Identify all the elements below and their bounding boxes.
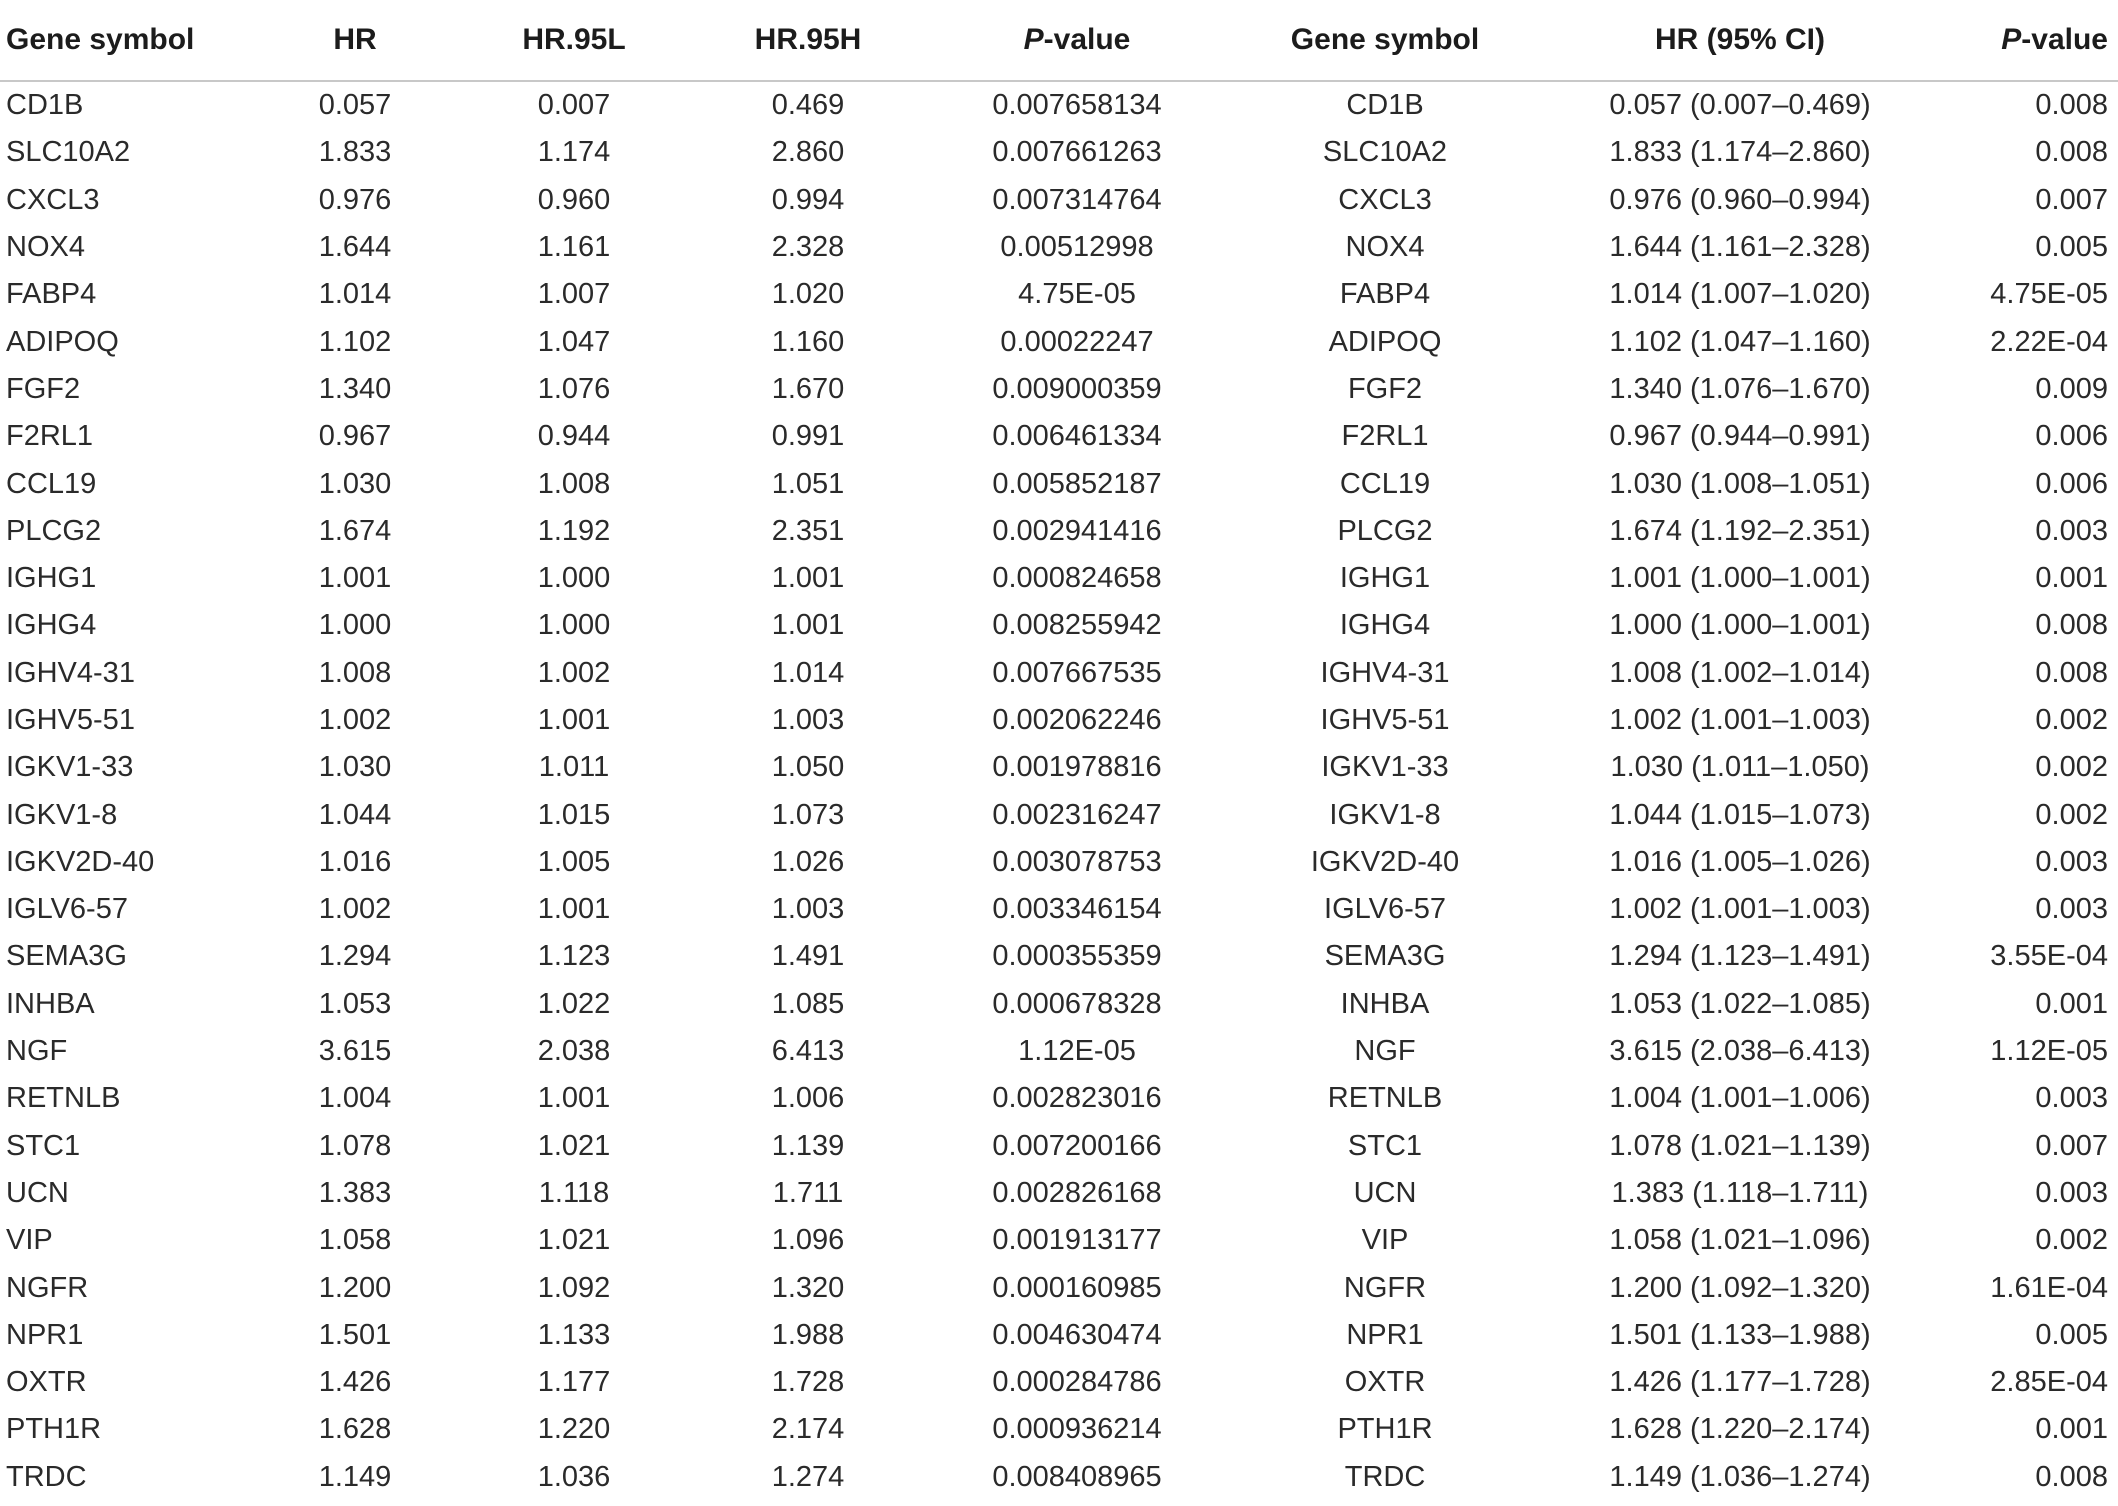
cell-hr: 1.008 [318,656,392,689]
cell-p-value: 0.000824658 [992,562,1162,595]
cell-p-value-2: 0.003 [2035,514,2108,547]
cell-hr-ci: 1.078 (1.021–1.139) [1609,1129,1871,1162]
cell-hr95h: 1.491 [771,940,845,973]
cell-p-value-2: 0.007 [2035,1129,2108,1162]
cell-hr: 1.053 [318,987,392,1020]
cell-gene-symbol: ADIPOQ [6,325,119,358]
cell-hr: 0.057 [318,89,392,122]
cell-gene-symbol-2: CXCL3 [1338,183,1432,216]
cell-p-value: 0.000160985 [992,1271,1162,1304]
cell-gene-symbol-2: SLC10A2 [1322,136,1448,169]
cell-hr-ci: 3.615 (2.038–6.413) [1609,1035,1871,1068]
cell-hr95h: 1.014 [771,656,845,689]
cell-gene-symbol-2: RETNLB [1327,1082,1443,1115]
cell-hr-ci: 1.030 (1.008–1.051) [1609,467,1871,500]
cell-gene-symbol-2: IGKV2D-40 [1310,845,1460,878]
cell-hr: 1.200 [318,1271,392,1304]
cell-gene-symbol: NOX4 [6,231,85,264]
cell-gene-symbol: CCL19 [6,467,97,500]
cell-hr: 1.078 [318,1129,392,1162]
cell-p-value-2: 0.008 [2035,136,2108,169]
p-rest-2: -value [2021,23,2108,56]
cell-hr95h: 1.274 [771,1460,845,1493]
table-row [0,82,2118,129]
cell-gene-symbol: IGHV5-51 [6,704,135,736]
cell-p-value: 0.002826168 [992,1176,1162,1209]
table-row [0,981,2118,1028]
cell-hr95l: 1.008 [537,467,611,500]
cell-gene-symbol: STC1 [6,1129,81,1162]
cell-p-value: 0.007658134 [992,89,1162,122]
table-row [0,271,2118,318]
cell-gene-symbol-2: ADIPOQ [1328,325,1442,358]
cell-hr95h: 2.860 [771,136,845,169]
cell-hr: 3.615 [318,1035,392,1068]
cell-hr95l: 1.001 [537,893,611,926]
cell-gene-symbol: TRDC [6,1460,87,1493]
cell-gene-symbol-2: NOX4 [1345,231,1425,264]
table-row [0,1264,2118,1311]
cell-hr95h: 1.670 [771,372,845,405]
cell-hr-ci: 0.976 (0.960–0.994) [1609,183,1871,216]
table-row [0,602,2118,649]
cell-p-value: 0.003078753 [992,845,1162,878]
cell-gene-symbol: PLCG2 [6,514,102,547]
cell-hr95h: 2.174 [771,1413,845,1446]
cell-hr95h: 1.988 [771,1318,845,1351]
cell-hr95l: 1.036 [537,1460,611,1493]
cell-gene-symbol-2: PTH1R [1337,1413,1433,1446]
cell-p-value: 0.00022247 [1000,325,1154,358]
cell-p-value: 0.000355359 [992,940,1162,973]
table-row [0,886,2118,933]
cell-hr95l: 1.092 [537,1271,611,1304]
cell-gene-symbol: SLC10A2 [6,136,131,169]
cell-gene-symbol-2: INHBA [1340,987,1430,1020]
table-row [0,1454,2118,1501]
table-row [0,697,2118,744]
cell-gene-symbol: VIP [6,1224,53,1257]
cell-gene-symbol-2: OXTR [1344,1366,1426,1399]
cell-hr-ci: 1.058 (1.021–1.096) [1609,1224,1871,1257]
cell-gene-symbol-2: IGKV1-8 [1329,798,1441,831]
table-row [0,413,2118,460]
cell-gene-symbol-2: NGF [1354,1035,1416,1068]
cell-gene-symbol-2: UCN [1353,1176,1417,1209]
col-header-hr95h: HR.95H [754,23,862,56]
cell-hr95h: 1.001 [771,609,845,642]
cell-gene-symbol: INHBA [6,987,95,1020]
cell-p-value: 0.004630474 [992,1318,1162,1351]
cell-gene-symbol-2: VIP [1361,1224,1409,1257]
cell-hr: 1.674 [318,514,392,547]
cell-gene-symbol: OXTR [6,1366,87,1399]
table-row [0,1075,2118,1122]
cell-hr95h: 1.051 [771,467,845,500]
cell-gene-symbol: IGHG4 [6,609,97,642]
cell-hr95l: 1.000 [537,609,611,642]
cell-hr: 1.014 [318,278,392,311]
cell-hr95h: 1.003 [771,704,845,736]
cell-hr95h: 1.711 [772,1176,844,1209]
cell-hr-ci: 1.383 (1.118–1.711) [1611,1176,1869,1209]
cell-hr95l: 1.192 [537,514,611,547]
table-row [0,933,2118,980]
cell-gene-symbol-2: IGHV5-51 [1320,704,1450,736]
cell-p-value-2: 0.008 [2035,89,2108,122]
table-row [0,129,2118,176]
cell-p-value: 0.002823016 [992,1082,1162,1115]
cell-gene-symbol: PTH1R [6,1413,102,1446]
cell-hr: 1.002 [318,893,392,926]
cell-hr-ci: 1.000 (1.000–1.001) [1609,609,1871,642]
cell-gene-symbol-2: NPR1 [1346,1318,1424,1351]
cell-hr95l: 1.123 [537,940,611,973]
cell-gene-symbol: IGKV1-33 [6,751,134,784]
cell-hr95l: 1.133 [537,1318,611,1351]
col-header-p-value [1024,0,1131,80]
table-row [0,1028,2118,1075]
cell-hr95h: 1.160 [771,325,845,358]
cell-p-value: 0.003346154 [992,893,1162,926]
cell-hr95l: 1.177 [537,1366,611,1399]
cell-hr-ci: 1.014 (1.007–1.020) [1609,278,1871,311]
cell-hr-ci: 0.967 (0.944–0.991) [1609,420,1871,453]
cell-hr-ci: 1.426 (1.177–1.728) [1609,1366,1871,1399]
cell-p-value-2: 0.005 [2035,231,2108,264]
cell-p-value: 0.002062246 [992,704,1162,736]
cell-gene-symbol: CXCL3 [6,183,100,216]
cell-hr95h: 6.413 [771,1035,845,1068]
cell-hr: 1.102 [318,325,392,358]
cell-gene-symbol-2: PLCG2 [1337,514,1433,547]
cell-hr: 1.000 [318,609,392,642]
cell-hr: 1.149 [318,1460,392,1493]
cell-hr-ci: 1.644 (1.161–2.328) [1609,231,1871,264]
cell-hr95h: 1.026 [771,845,845,878]
cell-hr95h: 1.139 [771,1129,845,1162]
cell-p-value: 0.000678328 [992,987,1162,1020]
cell-p-value-2: 0.007 [2035,183,2108,216]
cell-hr95l: 1.002 [537,656,611,689]
cell-p-value-2: 0.003 [2035,845,2108,878]
table-header [0,0,2118,82]
cell-hr95l: 1.001 [537,1082,611,1115]
cell-p-value: 0.000936214 [992,1413,1162,1446]
cell-hr95h: 1.073 [771,798,845,831]
cell-hr: 1.030 [318,751,392,784]
cell-hr-ci: 1.102 (1.047–1.160) [1609,325,1871,358]
p-rest: -value [1043,23,1131,56]
cell-gene-symbol: NGFR [6,1271,89,1304]
cell-hr-ci: 1.340 (1.076–1.670) [1609,372,1871,405]
cell-hr-ci: 1.053 (1.022–1.085) [1609,987,1871,1020]
table-row [0,508,2118,555]
cell-p-value: 0.002941416 [992,514,1162,547]
table-body [0,82,2118,1501]
cell-p-value: 4.75E-05 [1018,278,1136,311]
cell-gene-symbol: UCN [6,1176,69,1209]
cell-gene-symbol-2: CD1B [1346,89,1424,122]
cell-gene-symbol-2: IGKV1-33 [1321,751,1449,784]
cell-p-value: 1.12E-05 [1018,1035,1136,1068]
cell-p-value-2: 0.003 [2035,893,2108,926]
cell-hr95h: 1.085 [771,987,845,1020]
cell-gene-symbol-2: IGHG1 [1339,562,1431,595]
cell-hr95l: 1.174 [537,136,611,169]
cell-hr95h: 1.003 [771,893,845,926]
table-row [0,460,2118,507]
cell-hr95h: 0.994 [771,183,845,216]
cell-hr: 1.340 [318,372,392,405]
cell-hr-ci: 1.002 (1.001–1.003) [1609,704,1871,736]
cell-hr95h: 1.096 [771,1224,845,1257]
cell-hr: 1.002 [318,704,392,736]
cell-gene-symbol-2: TRDC [1344,1460,1426,1493]
cell-hr95h: 2.351 [771,514,845,547]
cell-hr95l: 0.960 [537,183,611,216]
cell-hr95l: 1.220 [537,1413,611,1446]
cell-p-value-2: 0.002 [2035,1224,2108,1257]
cell-p-value: 0.008255942 [992,609,1162,642]
cell-hr: 1.628 [318,1413,392,1446]
cell-p-value: 0.000284786 [992,1366,1162,1399]
cell-hr95l: 1.161 [537,231,611,264]
cell-p-value-2: 0.003 [2035,1176,2108,1209]
cell-p-value: 0.007661263 [992,136,1162,169]
cell-gene-symbol: IGLV6-57 [6,893,128,926]
cell-p-value-2: 0.006 [2035,420,2108,453]
cell-hr: 1.501 [318,1318,392,1351]
cell-hr95h: 1.006 [771,1082,845,1115]
cell-gene-symbol-2: IGHV4-31 [1320,656,1450,689]
cell-hr95h: 1.020 [771,278,845,311]
table-row [0,1170,2118,1217]
cell-p-value: 0.009000359 [992,372,1162,405]
cell-hr-ci: 1.674 (1.192–2.351) [1609,514,1871,547]
cell-p-value-2: 0.005 [2035,1318,2108,1351]
cell-p-value-2: 1.12E-05 [1990,1035,2108,1068]
cell-p-value: 0.007200166 [992,1129,1162,1162]
cell-p-value-2: 0.008 [2035,1460,2108,1493]
cell-hr-ci: 1.002 (1.001–1.003) [1609,893,1871,926]
cell-hr: 1.383 [318,1176,392,1209]
cell-hr95l: 1.011 [538,751,610,784]
cell-gene-symbol: FABP4 [6,278,97,311]
cell-gene-symbol-2: SEMA3G [1324,940,1446,973]
col-header-hr-ci: HR (95% CI) [1654,23,1826,56]
cell-hr95l: 1.005 [537,845,611,878]
cell-gene-symbol: FGF2 [6,372,81,405]
cell-hr95h: 1.001 [771,562,845,595]
cell-p-value-2: 2.85E-04 [1990,1366,2108,1399]
table-row [0,1217,2118,1264]
table-row [0,1359,2118,1406]
cell-hr-ci: 1.016 (1.005–1.026) [1609,845,1871,878]
cell-gene-symbol: NGF [6,1035,68,1068]
cell-p-value: 0.001978816 [992,751,1162,784]
cell-p-value: 0.007314764 [992,183,1162,216]
cell-p-value: 0.002316247 [992,798,1162,831]
cell-hr-ci: 1.030 (1.011–1.050) [1610,751,1870,784]
cell-p-value-2: 0.001 [2035,562,2108,595]
cell-p-value: 0.006461334 [992,420,1162,453]
table-row [0,744,2118,791]
cell-p-value-2: 2.22E-04 [1990,325,2108,358]
cell-hr: 1.030 [318,467,392,500]
cell-hr95h: 1.728 [771,1366,845,1399]
cell-gene-symbol-2: FGF2 [1347,372,1423,405]
cell-hr95l: 1.021 [537,1224,611,1257]
cell-hr-ci: 1.008 (1.002–1.014) [1609,656,1871,689]
cell-hr95l: 1.000 [537,562,611,595]
table-row [0,1406,2118,1453]
cell-gene-symbol-2: F2RL1 [1341,420,1429,453]
cell-p-value: 0.007667535 [992,656,1162,689]
cell-hr-ci: 1.149 (1.036–1.274) [1609,1460,1871,1493]
cell-hr: 1.426 [318,1366,392,1399]
cell-hr: 0.976 [318,183,392,216]
cell-p-value-2: 0.003 [2035,1082,2108,1115]
p-italic-2: P [2001,23,2022,56]
cell-hr-ci: 1.833 (1.174–2.860) [1609,136,1871,169]
cell-p-value-2: 0.002 [2035,704,2108,736]
cell-hr95l: 2.038 [537,1035,611,1068]
cell-hr-ci: 1.001 (1.000–1.001) [1609,562,1871,595]
cell-p-value-2: 0.002 [2035,798,2108,831]
cell-hr95h: 1.320 [771,1271,845,1304]
cell-gene-symbol-2: STC1 [1347,1129,1423,1162]
cell-gene-symbol: CD1B [6,89,84,122]
table-row [0,177,2118,224]
table-row [0,366,2118,413]
cell-hr: 0.967 [318,420,392,453]
cell-hr95l: 0.944 [537,420,611,453]
cell-gene-symbol: NPR1 [6,1318,84,1351]
col-header-hr: HR [333,23,377,56]
cell-hr-ci: 1.004 (1.001–1.006) [1609,1082,1871,1115]
cell-hr95h: 0.991 [771,420,845,453]
col-header-gene-symbol: Gene symbol [6,23,195,56]
col-header-hr95l: HR.95L [522,23,626,56]
cell-hr: 1.001 [318,562,392,595]
cell-gene-symbol: IGKV2D-40 [6,845,155,878]
cell-hr95h: 0.469 [771,89,845,122]
cell-p-value-2: 4.75E-05 [1990,278,2108,311]
col-header-p-value-2 [2001,0,2108,80]
table-row [0,1123,2118,1170]
cell-p-value: 0.005852187 [992,467,1162,500]
table-row [0,791,2118,838]
cell-p-value-2: 0.009 [2035,372,2108,405]
cell-gene-symbol: F2RL1 [6,420,94,453]
cell-hr95l: 0.007 [537,89,611,122]
cell-gene-symbol-2: FABP4 [1339,278,1431,311]
cell-gene-symbol-2: NGFR [1343,1271,1427,1304]
cell-gene-symbol-2: IGLV6-57 [1324,893,1446,926]
cell-p-value-2: 0.006 [2035,467,2108,500]
cell-p-value: 0.00512998 [1000,231,1154,264]
cell-hr95h: 2.328 [771,231,845,264]
cell-hr95l: 1.118 [538,1176,610,1209]
cell-p-value-2: 0.001 [2035,1413,2108,1446]
cell-p-value-2: 0.008 [2035,609,2108,642]
cell-hr-ci: 1.628 (1.220–2.174) [1609,1413,1871,1446]
cell-p-value-2: 3.55E-04 [1990,940,2108,973]
cell-hr95l: 1.021 [537,1129,611,1162]
cell-hr: 1.044 [318,798,392,831]
cell-hr95l: 1.001 [537,704,611,736]
cell-hr95l: 1.022 [537,987,611,1020]
cell-hr: 1.644 [318,231,392,264]
cell-hr95l: 1.076 [537,372,611,405]
cell-hr: 1.016 [318,845,392,878]
cell-p-value-2: 0.008 [2035,656,2108,689]
cell-hr95l: 1.047 [537,325,611,358]
cell-p-value-2: 1.61E-04 [1990,1271,2108,1304]
cell-p-value-2: 0.001 [2035,987,2108,1020]
cell-p-value: 0.008408965 [992,1460,1162,1493]
table-row [0,318,2118,365]
cell-hr-ci: 1.501 (1.133–1.988) [1609,1318,1871,1351]
cell-hr-ci: 1.200 (1.092–1.320) [1609,1271,1871,1304]
p-italic: P [1023,23,1044,56]
cell-gene-symbol: IGKV1-8 [6,798,118,831]
table-row [0,650,2118,697]
cell-gene-symbol: IGHV4-31 [6,656,135,689]
cell-hr-ci: 1.294 (1.123–1.491) [1609,940,1871,973]
cell-hr: 1.294 [318,940,392,973]
cell-p-value-2: 0.002 [2035,751,2108,784]
cell-gene-symbol-2: IGHG4 [1339,609,1431,642]
cell-hr95l: 1.015 [537,798,611,831]
cell-gene-symbol: IGHG1 [6,562,97,595]
cell-hr-ci: 1.044 (1.015–1.073) [1609,798,1871,831]
cell-hr: 1.833 [318,136,392,169]
col-header-gene-symbol-2: Gene symbol [1290,23,1480,56]
table-row [0,224,2118,271]
cell-hr-ci: 0.057 (0.007–0.469) [1609,89,1871,122]
cell-gene-symbol: SEMA3G [6,940,127,973]
table-row [0,839,2118,886]
table-row [0,1312,2118,1359]
cell-hr: 1.058 [318,1224,392,1257]
cell-gene-symbol-2: CCL19 [1339,467,1431,500]
cell-hr95h: 1.050 [771,751,845,784]
table-row [0,555,2118,602]
cell-hr: 1.004 [318,1082,392,1115]
cell-p-value: 0.001913177 [992,1224,1162,1257]
cell-hr95l: 1.007 [537,278,611,311]
cell-gene-symbol: RETNLB [6,1082,121,1115]
